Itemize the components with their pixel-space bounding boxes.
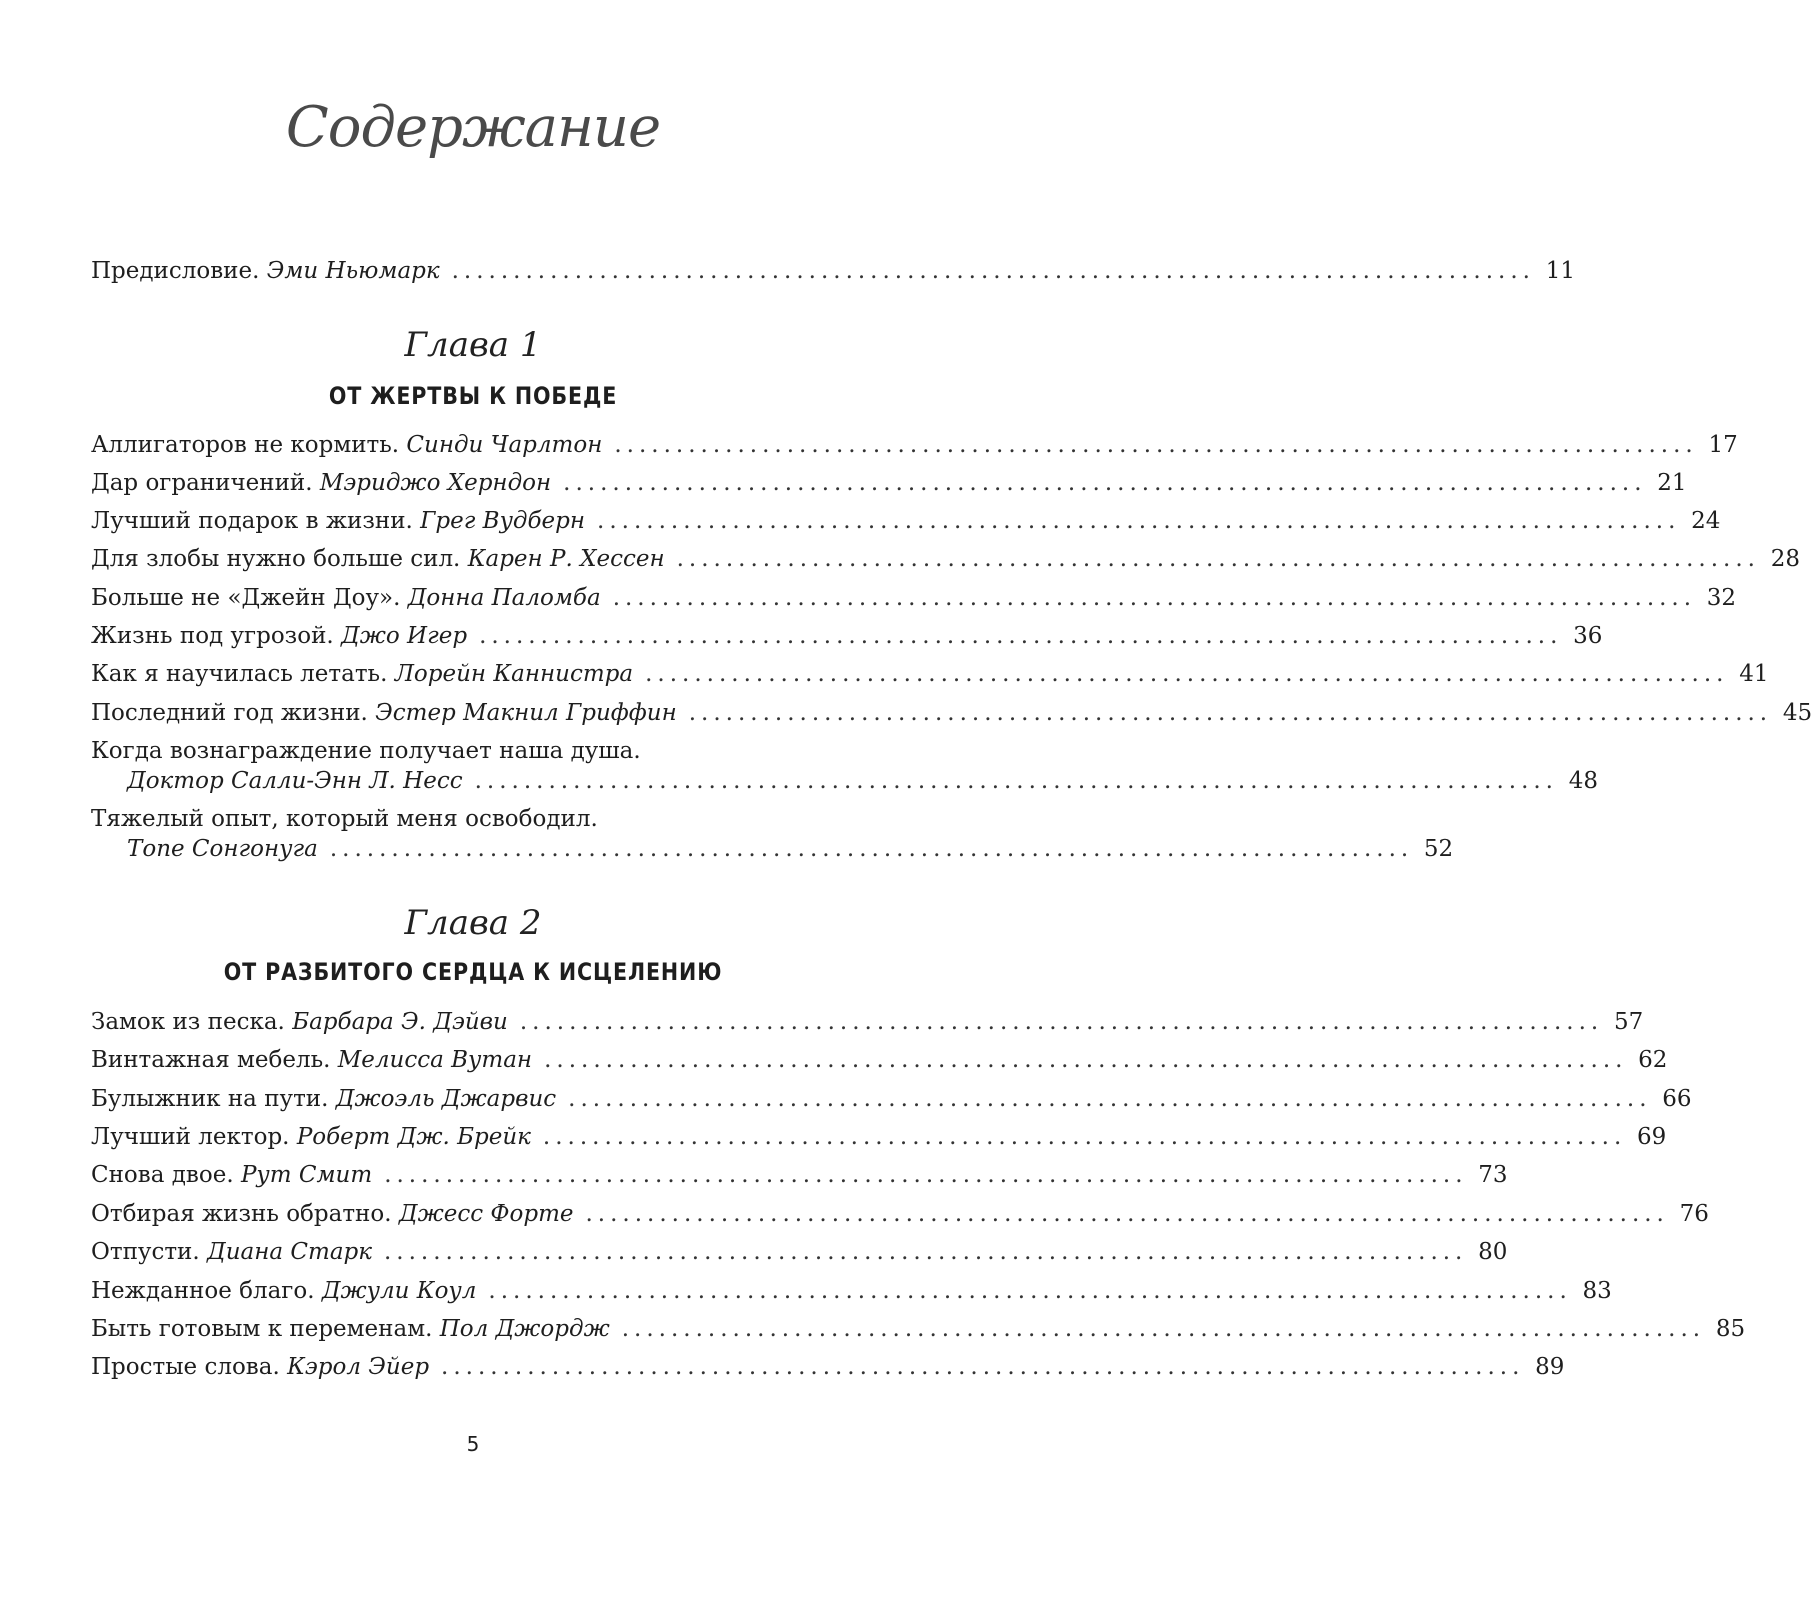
toc-entry[interactable] (91, 580, 1737, 616)
entry-page: 83 (1582, 1278, 1612, 1304)
leader-dots: ........................................................................................ (519, 1009, 1604, 1035)
entry-title: Винтажная мебель. (91, 1047, 331, 1073)
entry-author: Мелисса Вутан (337, 1047, 533, 1073)
leader-dots: ........................................................................................ (614, 432, 1698, 458)
toc-entry[interactable] (91, 1234, 1508, 1270)
leader-dots: ........................................................................................ (621, 1316, 1706, 1342)
entry-author: Донна Паломба (407, 585, 601, 611)
entry-author: Доктор Салли-Энн Л. Несс (127, 768, 463, 794)
leader-dots: ........................................................................................ (451, 258, 1535, 284)
leader-dots: ........................................................................................ (544, 1047, 1628, 1073)
entry-page: 76 (1679, 1201, 1709, 1227)
entry-title: Лучший подарок в жизни. (91, 508, 413, 534)
toc-entry[interactable] (91, 1004, 1644, 1040)
entry-page: 52 (1423, 836, 1454, 862)
entry-author: Рут Смит (240, 1162, 373, 1188)
toc-entry[interactable] (91, 618, 1603, 654)
entry-page: 32 (1706, 585, 1737, 611)
toc-entry-author-line[interactable] (91, 831, 1454, 867)
entry-title: Лучший лектор. (91, 1124, 290, 1150)
toc-entry[interactable] (91, 1042, 1668, 1078)
leader-dots: ........................................................................................ (441, 1354, 1525, 1380)
entry-title: Отбирая жизнь обратно. (91, 1201, 392, 1227)
entry-author: Синди Чарлтон (406, 432, 603, 458)
entry-author: Лорейн Каннистра (394, 661, 634, 687)
entry-page: 85 (1715, 1316, 1746, 1342)
leader-dots: ........................................................................................ (645, 661, 1729, 687)
entry-author: Джоэль Джарвис (335, 1086, 557, 1112)
chapter-label: Глава 1 (404, 325, 542, 365)
leader-dots: ........................................................................................ (488, 1278, 1572, 1304)
leader-dots: ........................................................................................ (612, 585, 1697, 611)
leader-dots: ........................................................................................ (479, 623, 1563, 649)
entry-title: Снова двое. (91, 1162, 234, 1188)
toc-entry[interactable] (91, 656, 1769, 692)
leader-dots: ........................................................................................ (688, 700, 1773, 726)
entry-author: Роберт Дж. Брейк (296, 1124, 531, 1150)
entry-author: Карен Р. Хессен (467, 546, 665, 572)
entry-author: Эми Ньюмарк (266, 258, 440, 284)
entry-author: Джо Игер (341, 623, 468, 649)
entry-page: 11 (1545, 258, 1575, 284)
entry-author: Топе Сонгонуга (127, 836, 318, 862)
leader-dots: ........................................................................................ (329, 836, 1414, 862)
toc-entry-author-line[interactable] (91, 763, 1598, 799)
leader-dots: ........................................................................................ (676, 546, 1760, 572)
entry-page: 57 (1613, 1009, 1644, 1035)
entry-author: Мэриджо Херндон (319, 470, 552, 496)
entry-title: Для злобы нужно больше сил. (91, 546, 461, 572)
entry-page: 62 (1638, 1047, 1668, 1073)
entry-page: 24 (1691, 508, 1721, 534)
entry-title: Отпусти. (91, 1239, 200, 1265)
entry-page: 80 (1478, 1239, 1508, 1265)
entry-title: Тяжелый опыт, который меня освободил. (91, 806, 598, 832)
entry-page: 41 (1739, 661, 1769, 687)
toc-entry[interactable] (91, 695, 1812, 731)
leader-dots: ........................................................................................ (597, 508, 1681, 534)
entry-page: 17 (1708, 432, 1738, 458)
entry-page: 45 (1782, 700, 1812, 726)
leader-dots: ........................................................................................ (585, 1201, 1669, 1227)
chapter-heading: ОТ РАЗБИТОГО СЕРДЦА К ИСЦЕЛЕНИЮ (223, 958, 723, 986)
toc-entry[interactable] (91, 1081, 1692, 1117)
entry-author: Джули Коул (321, 1278, 477, 1304)
toc-entry[interactable] (91, 1311, 1746, 1347)
leader-dots: ........................................................................................ (563, 470, 1647, 496)
leader-dots: ........................................................................................ (474, 768, 1558, 794)
entry-page: 73 (1478, 1162, 1508, 1188)
toc-entry[interactable] (91, 1349, 1565, 1385)
entry-page: 69 (1636, 1124, 1667, 1150)
entry-title: Простые слова. (91, 1354, 280, 1380)
entry-title: Дар ограничений. (91, 470, 313, 496)
page-number: 5 (466, 1432, 480, 1456)
entry-page: 48 (1568, 768, 1598, 794)
entry-page: 66 (1662, 1086, 1692, 1112)
entry-author: Пол Джордж (439, 1316, 610, 1342)
toc-entry[interactable] (91, 1273, 1612, 1309)
toc-entry[interactable] (91, 503, 1721, 539)
entry-page: 36 (1573, 623, 1603, 649)
entry-author: Кэрол Эйер (287, 1354, 430, 1380)
entry-title: Как я научилась летать. (91, 661, 388, 687)
entry-title: Последний год жизни. (91, 700, 368, 726)
toc-entry[interactable] (91, 427, 1738, 463)
toc-entry[interactable] (91, 1196, 1709, 1232)
toc-entry[interactable] (91, 465, 1687, 501)
chapter-heading: ОТ ЖЕРТВЫ К ПОБЕДЕ (328, 382, 618, 410)
leader-dots: ........................................................................................ (568, 1086, 1652, 1112)
entry-title: Предисловие. (91, 258, 260, 284)
entry-title: Булыжник на пути. (91, 1086, 329, 1112)
entry-page: 21 (1657, 470, 1687, 496)
toc-entry[interactable] (91, 1157, 1508, 1193)
entry-page: 28 (1770, 546, 1800, 572)
chapter-label: Глава 2 (404, 903, 542, 943)
entry-title: Аллигаторов не кормить. (91, 432, 400, 458)
entry-author: Эстер Макнил Гриффин (375, 700, 677, 726)
entry-title: Быть готовым к переменам. (91, 1316, 433, 1342)
entry-title: Жизнь под угрозой. (91, 623, 334, 649)
toc-entry[interactable] (91, 541, 1800, 577)
entry-author: Джесс Форте (398, 1201, 574, 1227)
entry-title: Когда вознаграждение получает наша душа. (91, 738, 641, 764)
entry-author: Барбара Э. Дэйви (292, 1009, 508, 1035)
entry-title: Нежданное благо. (91, 1278, 315, 1304)
entry-title: Больше не «Джейн Доу». (91, 585, 401, 611)
page-title: Содержание (285, 95, 661, 160)
entry-author: Грег Вудберн (420, 508, 586, 534)
toc-entry[interactable] (91, 1119, 1667, 1155)
entry-author: Диана Старк (207, 1239, 372, 1265)
leader-dots: ........................................................................................ (542, 1124, 1627, 1150)
toc-entry-preface[interactable] (91, 253, 1575, 289)
leader-dots: ........................................................................................ (384, 1162, 1468, 1188)
entry-page: 89 (1535, 1354, 1565, 1380)
entry-title: Замок из песка. (91, 1009, 285, 1035)
leader-dots: ........................................................................................ (384, 1239, 1468, 1265)
